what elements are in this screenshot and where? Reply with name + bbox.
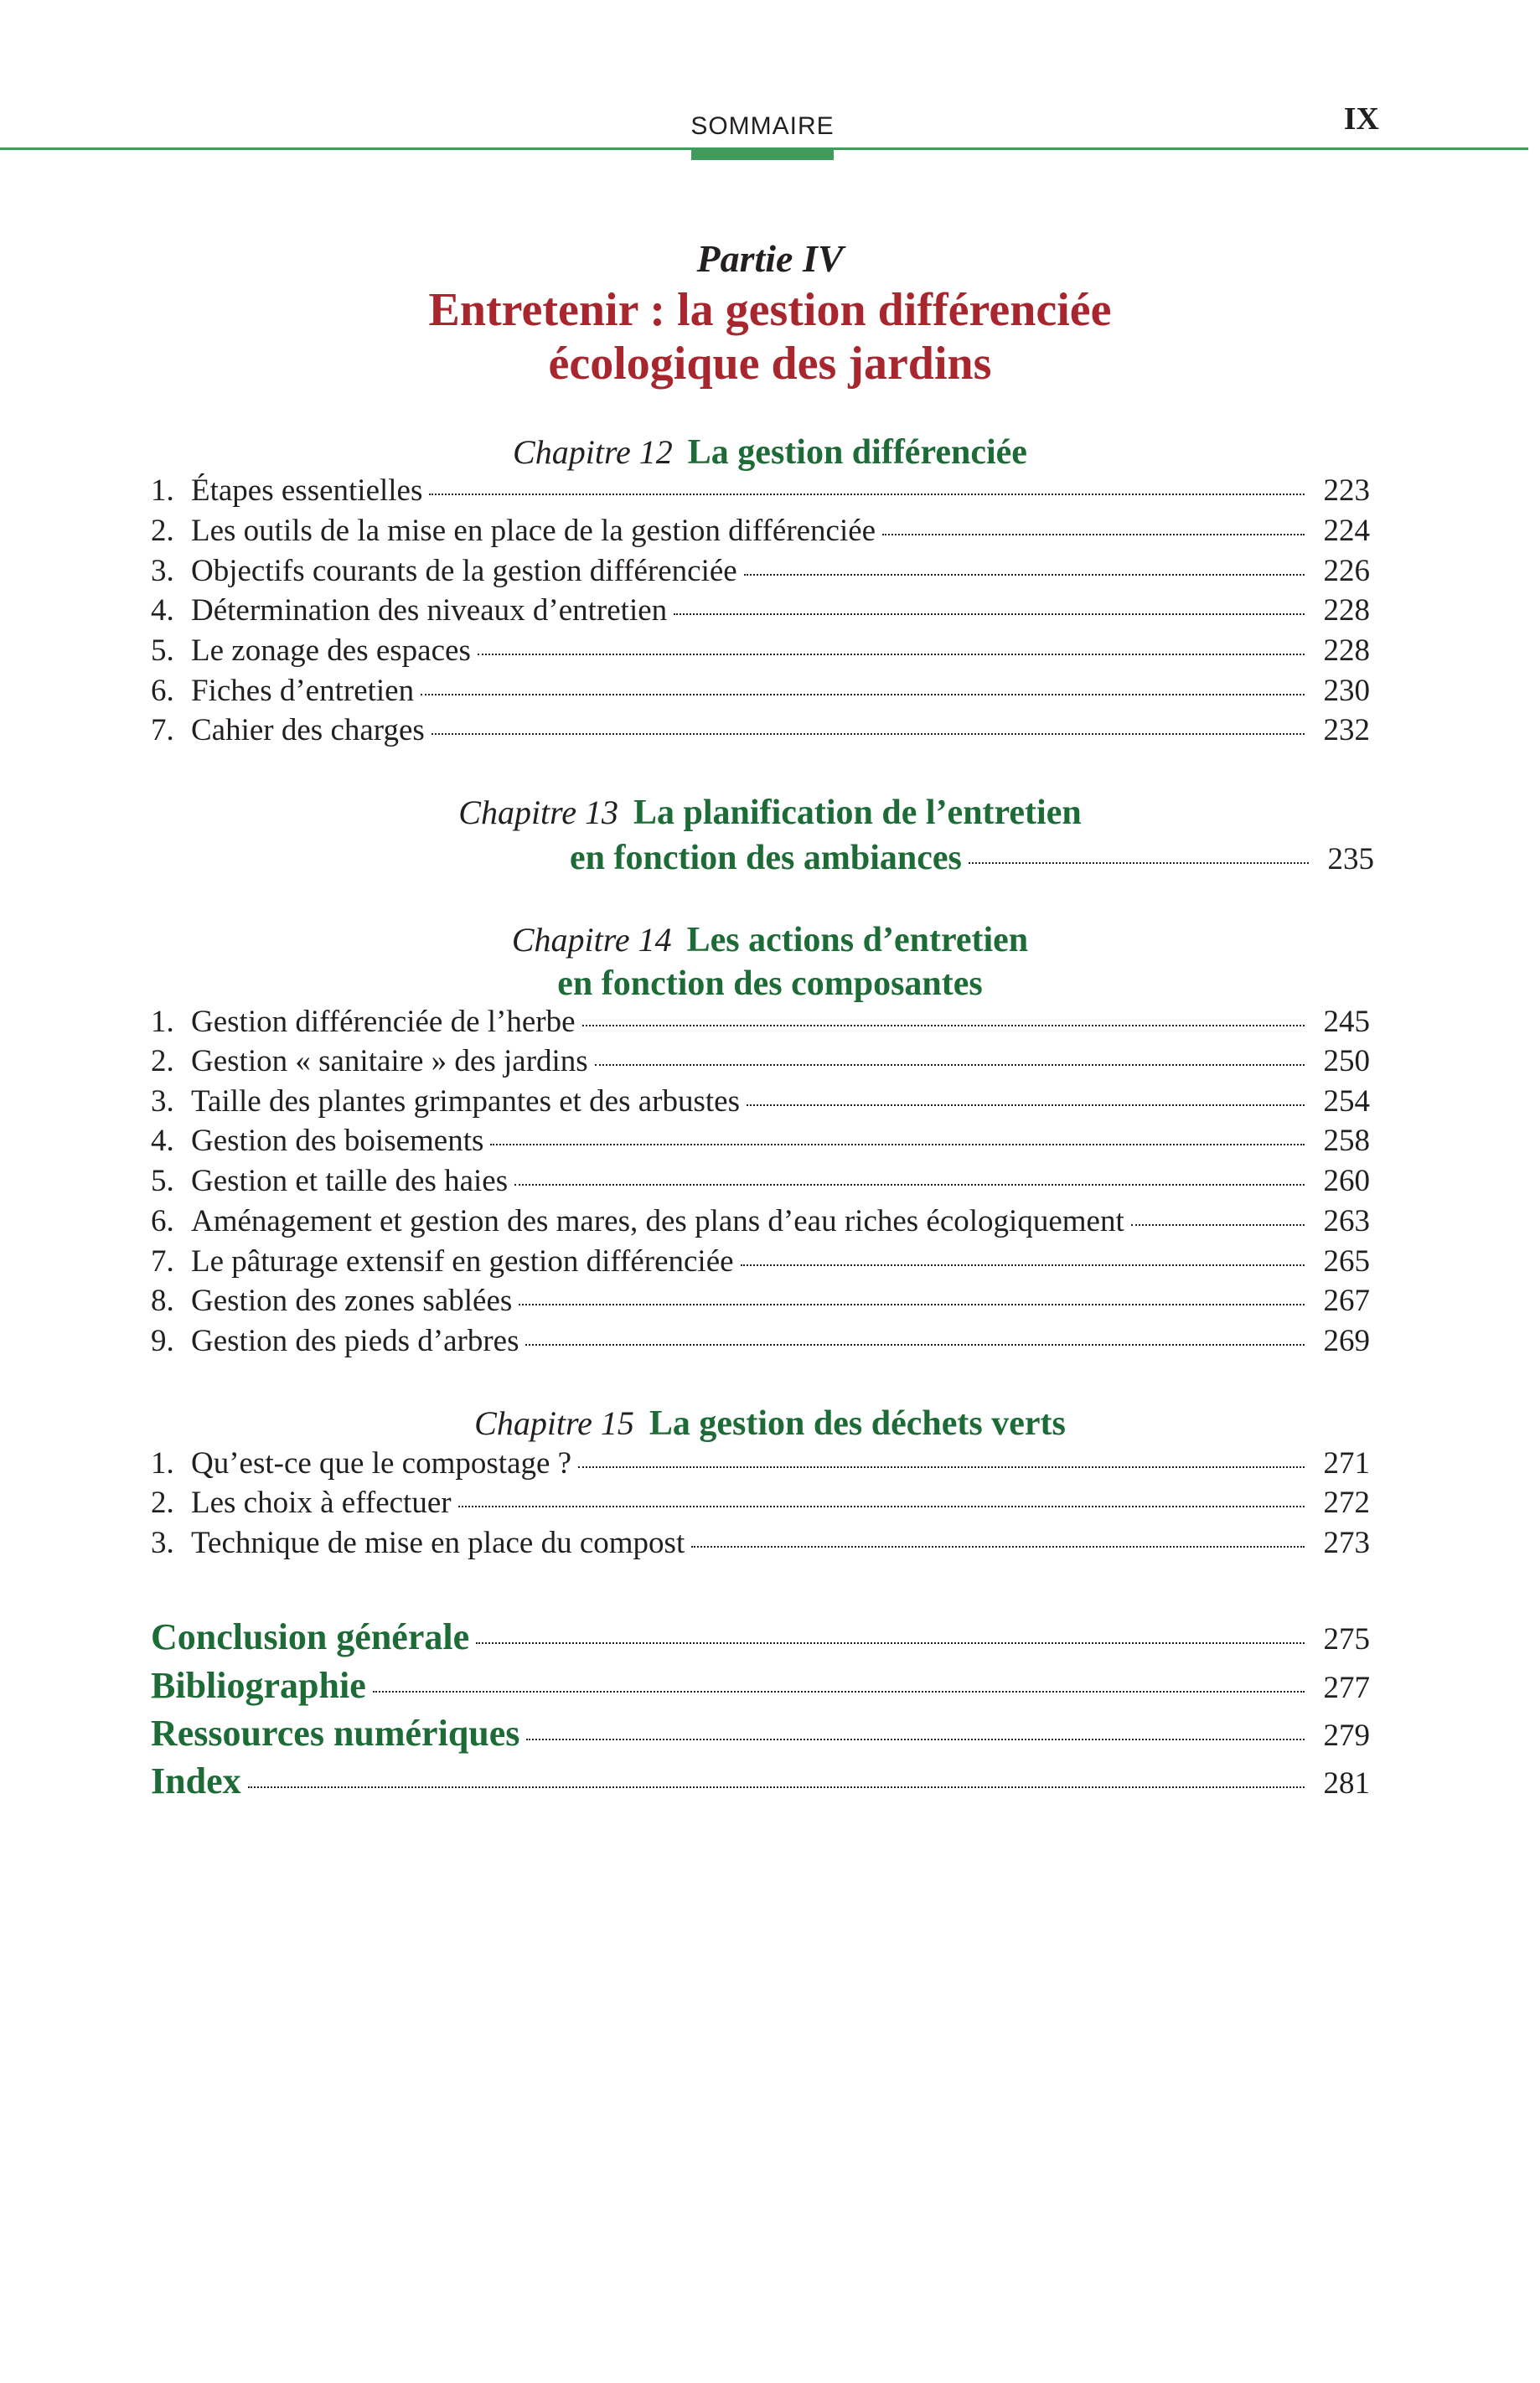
chapter-12-heading[interactable] xyxy=(0,432,1540,473)
toc-entry[interactable] xyxy=(151,1323,1370,1362)
dot-leader xyxy=(595,1064,1305,1066)
toc-entry[interactable] xyxy=(151,1043,1370,1082)
dot-leader xyxy=(1131,1224,1305,1226)
toc-entry[interactable] xyxy=(151,1485,1370,1523)
entry-page: 224 xyxy=(1323,514,1370,548)
dot-leader xyxy=(458,1506,1305,1507)
dot-leader xyxy=(744,574,1305,576)
entry-label: Détermination des niveaux d’entretien xyxy=(191,593,668,628)
entry-label: Gestion des zones sablées xyxy=(191,1284,513,1318)
entry-number: 1. xyxy=(151,1005,174,1039)
backmatter-bibliographie[interactable] xyxy=(151,1664,1370,1709)
toc-entry[interactable] xyxy=(151,1525,1370,1564)
backmatter-conclusion[interactable] xyxy=(151,1615,1370,1661)
entry-label: Les outils de la mise en place de la gestion différenciée xyxy=(191,514,876,548)
entry-number: 2. xyxy=(151,514,174,548)
entry-page: 245 xyxy=(1323,1005,1370,1039)
dot-leader xyxy=(478,654,1305,655)
entry-number: 2. xyxy=(151,1486,174,1520)
backmatter-index[interactable] xyxy=(151,1760,1370,1805)
entry-label: Bibliographie xyxy=(151,1665,366,1706)
entry-number: 4. xyxy=(151,593,174,628)
page-number: IX xyxy=(1343,101,1379,137)
chapter-14-heading[interactable] xyxy=(0,920,1540,960)
entry-number: 5. xyxy=(151,1164,174,1198)
chapter-title: Les actions d’entretien xyxy=(686,921,1029,959)
running-header: SOMMAIRE xyxy=(690,112,835,140)
dot-leader xyxy=(519,1304,1305,1305)
dot-leader xyxy=(747,1104,1305,1106)
chapter-title-line-2: en fonction des composantes xyxy=(557,964,983,1003)
entry-page: 267 xyxy=(1323,1284,1370,1318)
entry-label: Le pâturage extensif en gestion différenciée xyxy=(191,1244,734,1279)
entry-label: Le zonage des espaces xyxy=(191,633,471,668)
entry-number: 4. xyxy=(151,1124,174,1158)
entry-label: Qu’est-ce que le compostage ? xyxy=(191,1446,572,1481)
entry-number: 9. xyxy=(151,1324,174,1358)
dot-leader xyxy=(421,694,1305,695)
dot-leader xyxy=(674,613,1305,615)
dot-leader xyxy=(429,494,1305,495)
dot-leader xyxy=(476,1642,1305,1644)
entry-page: 277 xyxy=(1323,1671,1370,1705)
toc-entry[interactable] xyxy=(151,1004,1370,1042)
header-tab-marker xyxy=(691,148,834,160)
toc-entry[interactable] xyxy=(151,1283,1370,1321)
chapter-number: Chapitre 14 xyxy=(511,921,672,959)
toc-entry[interactable] xyxy=(151,592,1370,631)
entry-label: Index xyxy=(151,1760,241,1801)
chapter-14-heading-line-2 xyxy=(0,964,1540,1004)
entry-page: 230 xyxy=(1323,674,1370,708)
dot-leader xyxy=(514,1184,1305,1186)
toc-entry[interactable] xyxy=(151,513,1370,551)
chapter-number: Chapitre 12 xyxy=(513,433,673,471)
entry-label: Aménagement et gestion des mares, des plans d’eau riches écologiquement xyxy=(191,1204,1124,1238)
entry-label: Cahier des charges xyxy=(191,713,425,747)
entry-number: 1. xyxy=(151,1446,174,1481)
entry-page: 250 xyxy=(1323,1044,1370,1078)
entry-page: 265 xyxy=(1323,1244,1370,1279)
entry-page: 272 xyxy=(1323,1486,1370,1520)
dot-leader xyxy=(882,534,1305,535)
chapter-title: La gestion différenciée xyxy=(687,433,1027,472)
entry-page: 273 xyxy=(1323,1526,1370,1560)
toc-entry[interactable] xyxy=(151,1203,1370,1242)
toc-entry[interactable] xyxy=(151,553,1370,592)
dot-leader xyxy=(490,1144,1305,1145)
part-title-line-1: Entretenir : la gestion différenciée xyxy=(428,284,1112,336)
chapter-title: La planification de l’entretien xyxy=(633,793,1082,832)
chapter-title: La gestion des déchets verts xyxy=(649,1404,1066,1443)
entry-page: 269 xyxy=(1323,1324,1370,1358)
chapter-15-heading[interactable] xyxy=(0,1403,1540,1444)
entry-page: 263 xyxy=(1323,1204,1370,1238)
backmatter-ressources[interactable] xyxy=(151,1712,1370,1757)
part-label: Partie IV xyxy=(696,237,844,280)
part-title-line-2: écologique des jardins xyxy=(548,338,992,390)
entry-label: Les choix à effectuer xyxy=(191,1486,452,1520)
entry-label: Gestion différenciée de l’herbe xyxy=(191,1005,576,1039)
entry-number: 7. xyxy=(151,1244,174,1279)
entry-page: 228 xyxy=(1323,633,1370,668)
toc-entry[interactable] xyxy=(151,712,1370,751)
toc-entry[interactable] xyxy=(151,473,1370,511)
entry-number: 1. xyxy=(151,473,174,508)
toc-entry[interactable] xyxy=(151,1123,1370,1161)
toc-entry[interactable] xyxy=(151,1163,1370,1202)
dot-leader xyxy=(526,1739,1305,1740)
entry-label: Gestion des pieds d’arbres xyxy=(191,1324,519,1358)
entry-page: 223 xyxy=(1323,473,1370,508)
entry-number: 3. xyxy=(151,554,174,588)
chapter-13-entry[interactable] xyxy=(570,838,1374,881)
chapter-title-line-2: en fonction des ambiances xyxy=(570,839,962,877)
toc-entry[interactable] xyxy=(151,673,1370,711)
chapter-13-heading[interactable] xyxy=(0,793,1540,833)
dot-leader xyxy=(969,862,1309,864)
toc-entry[interactable] xyxy=(151,1445,1370,1484)
entry-number: 7. xyxy=(151,713,174,747)
entry-label: Gestion des boisements xyxy=(191,1124,484,1158)
dot-leader xyxy=(741,1264,1305,1266)
entry-number: 6. xyxy=(151,674,174,708)
dot-leader xyxy=(691,1546,1305,1548)
entry-label: Conclusion générale xyxy=(151,1616,470,1657)
chapter-number: Chapitre 15 xyxy=(474,1404,634,1442)
entry-label: Taille des plantes grimpantes et des arbustes xyxy=(191,1084,740,1119)
chapter-number: Chapitre 13 xyxy=(458,793,619,831)
entry-page: 258 xyxy=(1323,1124,1370,1158)
entry-page: 254 xyxy=(1323,1084,1370,1119)
entry-label: Fiches d’entretien xyxy=(191,674,415,708)
entry-number: 5. xyxy=(151,633,174,668)
entry-label: Ressources numériques xyxy=(151,1713,520,1754)
dot-leader xyxy=(373,1691,1305,1693)
dot-leader xyxy=(432,733,1305,735)
entry-label: Étapes essentielles xyxy=(191,473,423,508)
dot-leader xyxy=(582,1025,1305,1026)
entry-page: 260 xyxy=(1323,1164,1370,1198)
toc-entry[interactable] xyxy=(151,1243,1370,1282)
entry-number: 8. xyxy=(151,1284,174,1318)
entry-label: Objectifs courants de la gestion différenciée xyxy=(191,554,737,588)
entry-page: 235 xyxy=(1327,842,1374,876)
entry-number: 3. xyxy=(151,1526,174,1560)
entry-page: 226 xyxy=(1323,554,1370,588)
entry-page: 275 xyxy=(1323,1622,1370,1657)
entry-page: 271 xyxy=(1323,1446,1370,1481)
entry-page: 232 xyxy=(1323,713,1370,747)
toc-entry[interactable] xyxy=(151,1083,1370,1122)
entry-number: 2. xyxy=(151,1044,174,1078)
dot-leader xyxy=(525,1344,1305,1346)
entry-label: Gestion « sanitaire » des jardins xyxy=(191,1044,588,1078)
entry-page: 281 xyxy=(1323,1766,1370,1801)
toc-entry[interactable] xyxy=(151,633,1370,671)
entry-page: 279 xyxy=(1323,1719,1370,1753)
dot-leader xyxy=(578,1466,1305,1468)
entry-label: Technique de mise en place du compost xyxy=(191,1526,685,1560)
entry-page: 228 xyxy=(1323,593,1370,628)
dot-leader xyxy=(248,1786,1305,1788)
entry-label: Gestion et taille des haies xyxy=(191,1164,509,1198)
entry-number: 6. xyxy=(151,1204,174,1238)
entry-number: 3. xyxy=(151,1084,174,1119)
